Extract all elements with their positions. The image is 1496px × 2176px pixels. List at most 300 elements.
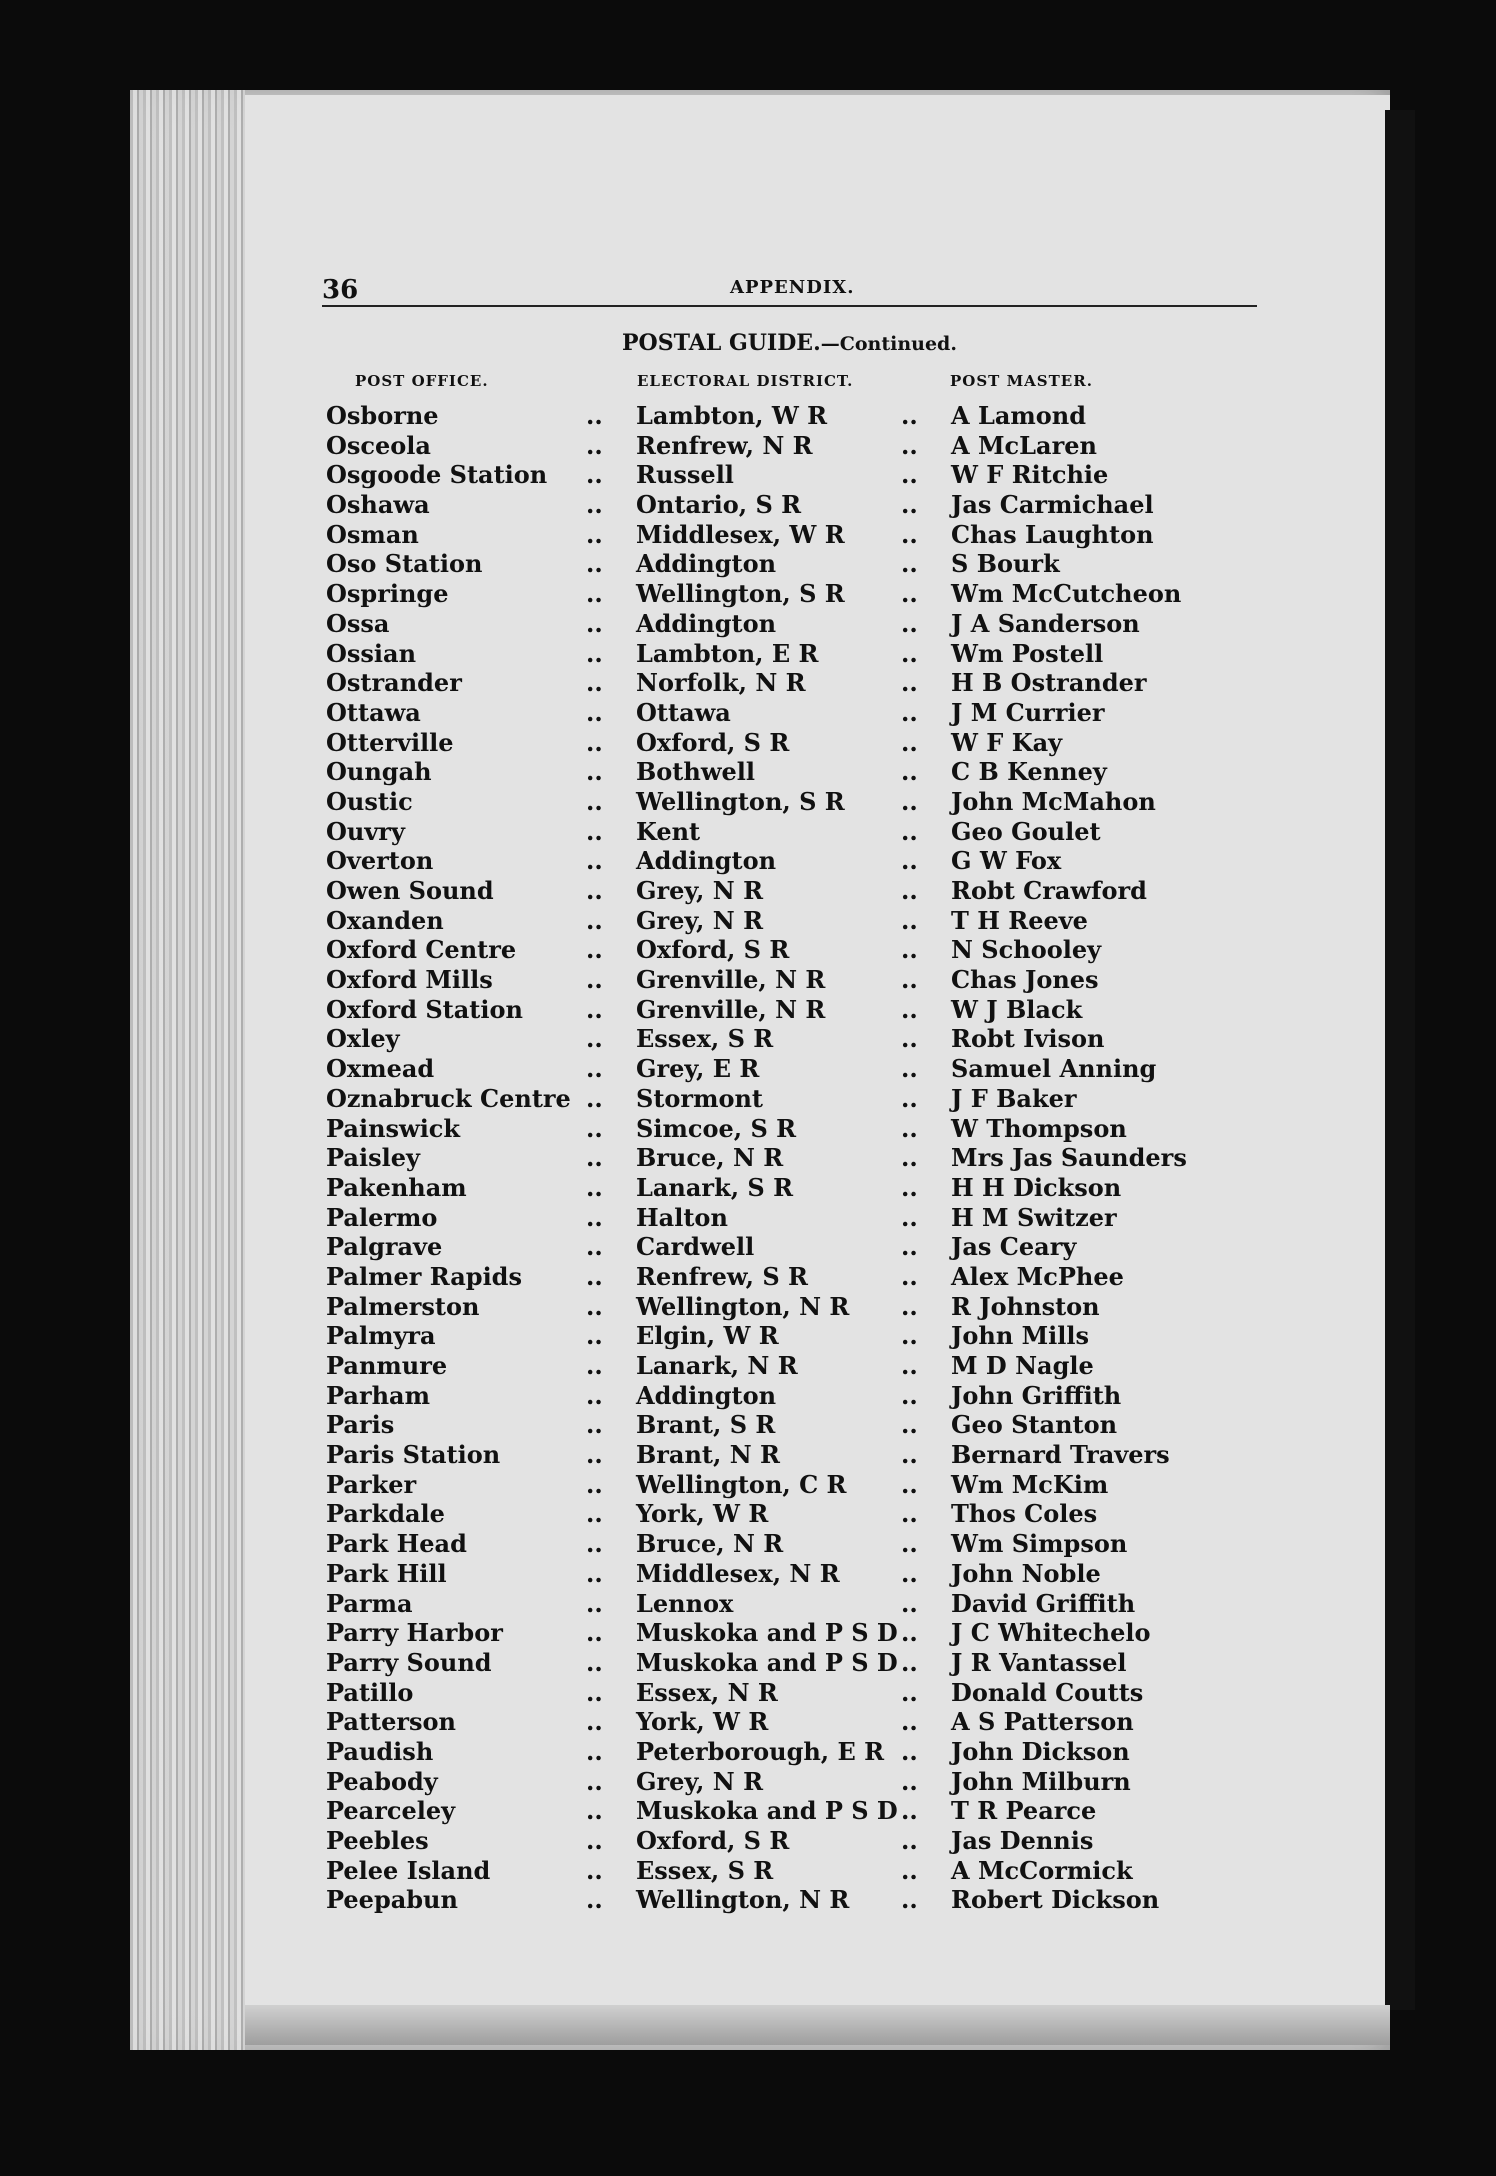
post-office-name: Peepabun [326,1885,458,1915]
post-master-name: T H Reeve [951,905,1088,935]
leader-dots: .. [901,608,918,638]
table-row [326,1618,1246,1648]
running-head: APPENDIX. [730,277,855,298]
binding-shadow [1385,110,1415,2010]
electoral-district: Grenville, N R [636,965,826,995]
leader-dots: .. [901,1796,918,1826]
electoral-district: Addington [636,846,777,876]
post-office-name: Osborne [326,401,439,430]
leader-dots: .. [586,668,603,698]
leader-dots: .. [901,1054,918,1084]
post-master-name: Geo Goulet [951,816,1101,846]
table-row [326,1648,1246,1678]
post-office-name: Ospringe [326,579,449,609]
leader-dots: .. [586,1588,603,1618]
table-row [326,1024,1246,1054]
leader-dots: .. [586,1321,603,1351]
leader-dots: .. [586,549,603,579]
post-master-name: Jas Carmichael [951,490,1154,520]
table-row [326,1826,1246,1856]
table-row [326,965,1246,995]
leader-dots: .. [586,1054,603,1084]
post-master-name: C B Kenney [951,757,1107,787]
electoral-district: Ottawa [636,697,731,727]
table-row [326,1529,1246,1559]
post-master-name: David Griffith [951,1588,1136,1618]
table-row [326,1707,1246,1737]
post-master-name: John Noble [951,1558,1101,1588]
stacked-page-edges [130,90,245,2050]
electoral-district: Wellington, S R [636,786,845,816]
table-row [326,1737,1246,1767]
electoral-district: Norfolk, N R [636,668,806,698]
leader-dots: .. [901,1499,918,1529]
electoral-district: Lanark, S R [636,1172,794,1202]
table-row [326,876,1246,906]
post-office-name: Oxley [326,1024,400,1054]
leader-dots: .. [586,786,603,816]
electoral-district: Essex, S R [636,1024,774,1054]
post-master-name: Geo Stanton [951,1410,1118,1440]
post-office-name: Otterville [326,727,454,757]
electoral-district: Bruce, N R [636,1529,784,1559]
table-row [326,401,1246,431]
post-master-name: Wm McKim [951,1469,1109,1499]
post-office-name: Paudish [326,1736,434,1766]
electoral-district: Addington [636,608,777,638]
electoral-district: Lennox [636,1588,734,1618]
post-office-name: Ostrander [326,668,462,698]
post-master-name: H B Ostrander [951,668,1147,698]
post-master-name: A McCormick [951,1855,1133,1885]
leader-dots: .. [586,1529,603,1559]
table-row [326,1796,1246,1826]
table-row [326,1054,1246,1084]
post-office-name: Osman [326,519,419,549]
post-master-name: G W Fox [951,846,1062,876]
table-row [326,579,1246,609]
leader-dots: .. [586,579,603,609]
post-office-name: Paris [326,1410,395,1440]
post-office-name: Parkdale [326,1499,445,1529]
table-row [326,995,1246,1025]
electoral-district: Wellington, S R [636,579,845,609]
leader-dots: .. [901,1469,918,1499]
post-master-name: M D Nagle [951,1351,1094,1380]
table-row [326,1381,1246,1411]
column-header-post-office: POST OFFICE. [355,372,489,390]
leader-dots: .. [901,1321,918,1351]
electoral-district: Middlesex, N R [636,1558,840,1588]
leader-dots: .. [901,786,918,816]
leader-dots: .. [901,1766,918,1796]
leader-dots: .. [586,460,603,490]
leader-dots: .. [586,1202,603,1232]
table-row [326,1440,1246,1470]
table-row [326,1321,1246,1351]
leader-dots: .. [901,1855,918,1885]
leader-dots: .. [586,1736,603,1766]
electoral-district: Addington [636,1380,777,1410]
table-row [326,935,1246,965]
post-master-name: John Mills [951,1321,1090,1351]
table-row [326,1262,1246,1292]
electoral-district: Muskoka and P S D [636,1618,898,1648]
leader-dots: .. [901,905,918,935]
table-row [326,1084,1246,1114]
leader-dots: .. [586,1172,603,1202]
leader-dots: .. [901,994,918,1024]
leader-dots: .. [586,1083,603,1113]
leader-dots: .. [901,1380,918,1410]
electoral-district: Ontario, S R [636,490,802,520]
post-master-name: Samuel Anning [951,1054,1157,1084]
electoral-district: Essex, S R [636,1855,774,1885]
post-master-name: Wm McCutcheon [951,579,1182,609]
leader-dots: .. [901,430,918,460]
post-office-name: Oustic [326,786,413,816]
post-office-name: Oxanden [326,905,444,935]
post-office-name: Parker [326,1469,417,1499]
leader-dots: .. [901,1618,918,1648]
post-master-name: A S Patterson [951,1707,1134,1737]
post-office-name: Pakenham [326,1172,467,1202]
leader-dots: .. [901,876,918,905]
table-row [326,1203,1246,1233]
post-master-name: J C Whitechelo [951,1618,1151,1648]
electoral-district: Renfrew, S R [636,1261,808,1291]
post-master-name: J A Sanderson [951,608,1140,638]
electoral-district: Lanark, N R [636,1351,798,1380]
electoral-district: Middlesex, W R [636,519,845,549]
table-row [326,1351,1246,1381]
column-header-post-master: POST MASTER. [950,372,1093,390]
electoral-district: Oxford, S R [636,1826,790,1855]
post-office-name: Peabody [326,1766,438,1796]
post-master-name: Robert Dickson [951,1885,1160,1915]
table-row [326,1499,1246,1529]
post-master-name: Mrs Jas Saunders [951,1143,1187,1173]
table-row [326,757,1246,787]
leader-dots: .. [901,668,918,698]
leader-dots: .. [586,1024,603,1054]
post-master-name: Donald Coutts [951,1677,1144,1707]
leader-dots: .. [586,846,603,876]
post-office-name: Paris Station [326,1440,501,1470]
leader-dots: .. [586,1113,603,1143]
post-office-name: Patterson [326,1707,457,1737]
post-office-name: Palgrave [326,1232,443,1262]
leader-dots: .. [901,490,918,520]
electoral-district: Peterborough, E R [636,1736,885,1766]
post-master-name: W F Ritchie [951,460,1109,490]
post-office-name: Pelee Island [326,1855,491,1885]
leader-dots: .. [586,1291,603,1321]
post-office-name: Overton [326,846,434,876]
leader-dots: .. [586,1766,603,1796]
post-office-name: Parry Harbor [326,1618,503,1648]
leader-dots: .. [586,1618,603,1648]
post-office-name: Peebles [326,1826,429,1855]
electoral-district: Lambton, W R [636,401,828,430]
leader-dots: .. [586,905,603,935]
electoral-district: Brant, S R [636,1410,776,1440]
leader-dots: .. [901,727,918,757]
table-row [326,1589,1246,1619]
section-title [622,330,957,356]
post-office-name: Oxmead [326,1054,435,1084]
post-office-name: Parham [326,1380,430,1410]
leader-dots: .. [901,1113,918,1143]
electoral-district: Elgin, W R [636,1321,779,1351]
leader-dots: .. [586,727,603,757]
post-master-name: John Milburn [951,1766,1131,1796]
post-office-name: Palmerston [326,1291,480,1321]
table-row [326,698,1246,728]
post-master-name: J M Currier [951,697,1105,727]
electoral-district: Lambton, E R [636,638,819,668]
leader-dots: .. [901,549,918,579]
leader-dots: .. [586,1232,603,1262]
table-row [326,1410,1246,1440]
post-master-name: R Johnston [951,1291,1100,1321]
leader-dots: .. [901,1083,918,1113]
post-office-name: Ouvry [326,816,405,846]
leader-dots: .. [901,1647,918,1677]
electoral-district: York, W R [636,1707,769,1737]
leader-dots: .. [586,816,603,846]
table-row [326,728,1246,758]
leader-dots: .. [901,1885,918,1915]
leader-dots: .. [586,638,603,668]
post-office-name: Oxford Centre [326,935,517,965]
page-bottom-shadow [245,2005,1390,2045]
table-row [326,1885,1246,1915]
post-office-name: Oznabruck Centre [326,1083,571,1113]
table-row [326,787,1246,817]
leader-dots: .. [901,1172,918,1202]
table-row [326,668,1246,698]
post-office-name: Parry Sound [326,1647,492,1677]
post-master-name: Wm Simpson [951,1529,1128,1559]
post-master-name: W F Kay [951,727,1063,757]
leader-dots: .. [901,1143,918,1173]
post-office-name: Panmure [326,1351,448,1380]
leader-dots: .. [586,1707,603,1737]
post-master-name: N Schooley [951,935,1102,965]
table-row [326,431,1246,461]
table-row [326,639,1246,669]
electoral-district: Stormont [636,1083,764,1113]
post-master-name: Thos Coles [951,1499,1098,1529]
leader-dots: .. [901,1736,918,1766]
table-row [326,490,1246,520]
table-row [326,1114,1246,1144]
post-office-name: Paisley [326,1143,420,1173]
post-office-name: Patillo [326,1677,414,1707]
leader-dots: .. [901,1261,918,1291]
post-office-name: Ottawa [326,697,421,727]
section-title-main: POSTAL GUIDE. [622,330,821,356]
leader-dots: .. [901,1826,918,1855]
post-office-name: Ossian [326,638,417,668]
leader-dots: .. [901,935,918,965]
post-master-name: S Bourk [951,549,1060,579]
post-master-name: W J Black [951,994,1083,1024]
leader-dots: .. [901,1202,918,1232]
leader-dots: .. [586,1143,603,1173]
leader-dots: .. [586,965,603,995]
postal-guide-list [326,401,1246,1915]
post-office-name: Park Hill [326,1558,447,1588]
post-office-name: Osceola [326,430,431,460]
column-header-electoral-district: ELECTORAL DISTRICT. [637,372,854,390]
electoral-district: Cardwell [636,1232,755,1262]
post-master-name: J F Baker [951,1083,1077,1113]
post-office-name: Park Head [326,1529,467,1559]
leader-dots: .. [586,1558,603,1588]
leader-dots: .. [586,994,603,1024]
leader-dots: .. [586,430,603,460]
electoral-district: Grenville, N R [636,994,826,1024]
leader-dots: .. [586,1826,603,1855]
leader-dots: .. [901,1440,918,1470]
post-office-name: Oso Station [326,549,483,579]
leader-dots: .. [586,1261,603,1291]
leader-dots: .. [586,876,603,905]
table-row [326,1856,1246,1886]
electoral-district: Muskoka and P S D [636,1796,898,1826]
post-master-name: Robt Ivison [951,1024,1105,1054]
post-master-name: H H Dickson [951,1172,1122,1202]
post-office-name: Oxford Mills [326,965,493,995]
table-row [326,1678,1246,1708]
post-office-name: Ossa [326,608,390,638]
table-row [326,817,1246,847]
leader-dots: .. [901,1291,918,1321]
leader-dots: .. [901,579,918,609]
leader-dots: .. [586,1885,603,1915]
post-master-name: W Thompson [951,1113,1127,1143]
post-office-name: Osgoode Station [326,460,548,490]
post-office-name: Parma [326,1588,413,1618]
header-rule [322,305,1257,307]
post-office-name: Oxford Station [326,994,523,1024]
leader-dots: .. [586,1351,603,1380]
leader-dots: .. [901,1677,918,1707]
page-number: 36 [322,275,359,305]
table-row [326,549,1246,579]
leader-dots: .. [901,638,918,668]
electoral-district: Essex, N R [636,1677,778,1707]
leader-dots: .. [586,1855,603,1885]
electoral-district: Halton [636,1202,728,1232]
leader-dots: .. [901,1024,918,1054]
leader-dots: .. [901,519,918,549]
leader-dots: .. [586,697,603,727]
table-row [326,1767,1246,1797]
post-master-name: H M Switzer [951,1202,1117,1232]
table-row [326,906,1246,936]
leader-dots: .. [901,1558,918,1588]
post-master-name: J R Vantassel [951,1647,1127,1677]
table-row [326,460,1246,490]
electoral-district: Wellington, N R [636,1885,850,1915]
leader-dots: .. [586,608,603,638]
electoral-district: Bruce, N R [636,1143,784,1173]
leader-dots: .. [901,1588,918,1618]
leader-dots: .. [901,816,918,846]
table-row [326,1292,1246,1322]
electoral-district: Grey, E R [636,1054,760,1084]
table-row [326,1173,1246,1203]
leader-dots: .. [586,401,603,430]
table-row [326,1232,1246,1262]
leader-dots: .. [901,1707,918,1737]
table-row [326,1143,1246,1173]
leader-dots: .. [901,846,918,876]
electoral-district: Wellington, C R [636,1469,847,1499]
leader-dots: .. [586,519,603,549]
post-master-name: John Griffith [951,1380,1122,1410]
section-title-continued: —Continued. [820,333,957,355]
leader-dots: .. [901,1410,918,1440]
table-row [326,520,1246,550]
electoral-district: Wellington, N R [636,1291,850,1321]
electoral-district: Muskoka and P S D [636,1647,898,1677]
post-master-name: Wm Postell [951,638,1104,668]
post-office-name: Oshawa [326,490,430,520]
table-row [326,846,1246,876]
post-office-name: Palmyra [326,1321,436,1351]
post-master-name: A McLaren [951,430,1097,460]
leader-dots: .. [901,697,918,727]
leader-dots: .. [586,490,603,520]
post-office-name: Painswick [326,1113,461,1143]
leader-dots: .. [901,1529,918,1559]
electoral-district: Grey, N R [636,1766,764,1796]
electoral-district: Simcoe, S R [636,1113,797,1143]
post-master-name: John McMahon [951,786,1156,816]
post-master-name: Chas Jones [951,965,1099,995]
post-office-name: Oungah [326,757,432,787]
electoral-district: York, W R [636,1499,769,1529]
post-office-name: Owen Sound [326,876,494,905]
leader-dots: .. [586,757,603,787]
electoral-district: Kent [636,816,701,846]
leader-dots: .. [901,965,918,995]
electoral-district: Grey, N R [636,876,764,905]
post-office-name: Pearceley [326,1796,456,1826]
electoral-district: Renfrew, N R [636,430,813,460]
post-master-name: A Lamond [951,401,1087,430]
electoral-district: Oxford, S R [636,727,790,757]
electoral-district: Russell [636,460,734,490]
table-row [326,1470,1246,1500]
post-master-name: Jas Ceary [951,1232,1077,1262]
leader-dots: .. [586,1796,603,1826]
leader-dots: .. [901,460,918,490]
leader-dots: .. [586,935,603,965]
leader-dots: .. [586,1410,603,1440]
table-row [326,1559,1246,1589]
leader-dots: .. [586,1677,603,1707]
post-master-name: John Dickson [951,1736,1130,1766]
post-master-name: T R Pearce [951,1796,1097,1826]
leader-dots: .. [586,1380,603,1410]
post-master-name: Bernard Travers [951,1440,1170,1470]
leader-dots: .. [901,401,918,430]
